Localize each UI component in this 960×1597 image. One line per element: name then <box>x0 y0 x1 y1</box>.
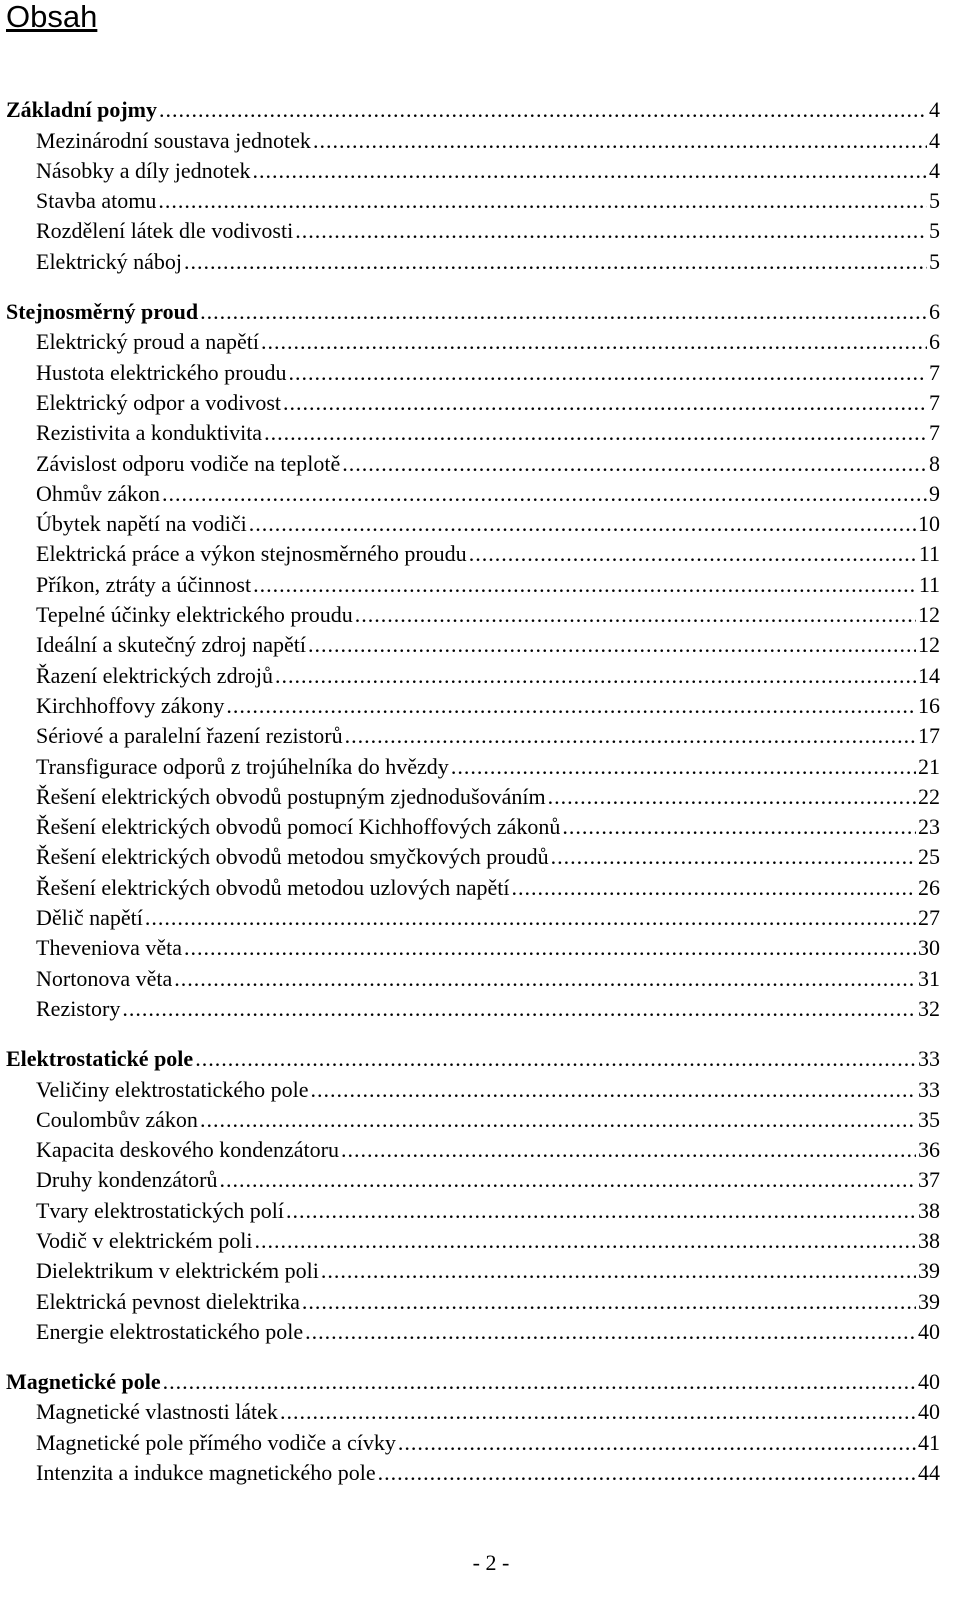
toc-subentry[interactable] <box>0 1133 940 1163</box>
dot-leader <box>122 996 916 1022</box>
toc-entry-page: 36 <box>918 1137 940 1163</box>
dot-leader <box>562 814 916 840</box>
toc-entry-page: 44 <box>918 1460 940 1486</box>
toc-entry-label: Druhy kondenzátorů <box>36 1167 218 1193</box>
dot-leader <box>310 1077 916 1103</box>
dot-leader <box>355 602 916 628</box>
toc-entry-page: 4 <box>929 157 940 183</box>
toc-chapter-entry[interactable] <box>0 1365 940 1395</box>
toc-entry-label: Elektrostatické pole <box>6 1046 194 1072</box>
dot-leader <box>255 1228 917 1254</box>
dot-leader <box>200 1107 916 1133</box>
dot-leader <box>162 481 927 507</box>
toc-entry-label: Magnetické pole přímého vodiče a cívky <box>36 1429 396 1455</box>
dot-leader <box>286 1198 916 1224</box>
toc-entry-page: 10 <box>918 511 940 537</box>
toc-subentry[interactable] <box>0 689 940 719</box>
toc-entry-page: 7 <box>929 389 940 415</box>
dot-leader <box>305 1319 916 1345</box>
toc-entry-label: Ohmův zákon <box>36 480 161 506</box>
toc-entry-page: 33 <box>918 1076 940 1102</box>
toc-entry-page: 23 <box>918 814 940 840</box>
toc-entry-page: 38 <box>918 1197 940 1223</box>
dot-leader <box>275 663 916 689</box>
toc-entry-label: Intenzita a indukce magnetického pole <box>36 1460 376 1486</box>
toc-entry-page: 21 <box>918 753 940 779</box>
toc-subentry[interactable] <box>0 931 940 961</box>
toc-entry-label: Rozdělení látek dle vodivosti <box>36 218 294 244</box>
toc-entry-page: 11 <box>918 541 940 567</box>
dot-leader <box>249 511 916 537</box>
dot-leader <box>159 97 927 123</box>
toc-entry-label: Rezistivita a konduktivita <box>36 420 263 446</box>
toc-entry-page: 11 <box>918 571 940 597</box>
toc-subentry[interactable] <box>0 1395 940 1425</box>
dot-leader <box>252 158 927 184</box>
toc-section <box>0 93 960 275</box>
toc-entry-label: Elektrická práce a výkon stejnosměrného proudu <box>36 541 467 567</box>
toc-subentry[interactable] <box>0 214 940 244</box>
toc-subentry[interactable] <box>0 355 940 385</box>
table-of-contents <box>0 93 960 1506</box>
toc-entry-label: Řazení elektrických zdrojů <box>36 662 274 688</box>
toc-entry-label: Kirchhoffovy zákony <box>36 692 225 718</box>
toc-entry-page: 39 <box>918 1258 940 1284</box>
toc-entry-label: Elektrický odpor a vodivost <box>36 389 282 415</box>
toc-entry-label: Tepelné účinky elektrického proudu <box>36 602 353 628</box>
toc-subentry[interactable] <box>0 719 940 749</box>
toc-subentry[interactable] <box>0 1456 940 1486</box>
toc-chapter-entry[interactable] <box>0 93 940 123</box>
toc-entry-label: Tvary elektrostatických polí <box>36 1197 285 1223</box>
dot-leader <box>551 844 916 870</box>
toc-entry-label: Ideální a skutečný zdroj napětí <box>36 632 307 658</box>
toc-subentry[interactable] <box>0 628 940 658</box>
dot-leader <box>280 1399 916 1425</box>
toc-subentry[interactable] <box>0 810 940 840</box>
toc-subentry[interactable] <box>0 1425 940 1455</box>
toc-subentry[interactable] <box>0 507 940 537</box>
toc-entry-page: 25 <box>918 844 940 870</box>
toc-chapter-entry[interactable] <box>0 1042 940 1072</box>
toc-entry-page: 40 <box>918 1318 940 1344</box>
toc-subentry[interactable] <box>0 901 940 931</box>
toc-subentry[interactable] <box>0 325 940 355</box>
toc-entry-page: 27 <box>918 905 940 931</box>
dot-leader <box>289 360 928 386</box>
dot-leader <box>253 572 917 598</box>
toc-entry-page: 40 <box>918 1399 940 1425</box>
toc-entry-page: 6 <box>929 329 940 355</box>
toc-entry-label: Dělič napětí <box>36 905 143 931</box>
toc-entry-page: 12 <box>918 602 940 628</box>
toc-entry-label: Dielektrikum v elektrickém poli <box>36 1258 319 1284</box>
page-title: Obsah <box>6 0 98 34</box>
toc-subentry[interactable] <box>0 184 940 214</box>
toc-entry-label: Elektrický náboj <box>36 248 183 274</box>
dot-leader <box>342 451 927 477</box>
dot-leader <box>261 329 927 355</box>
toc-entry-page: 41 <box>918 1429 940 1455</box>
toc-entry-label: Theveniova věta <box>36 935 182 961</box>
toc-subentry[interactable] <box>0 386 940 416</box>
toc-subentry[interactable] <box>0 244 940 274</box>
dot-leader <box>145 905 916 931</box>
dot-leader <box>469 541 917 567</box>
toc-entry-page: 9 <box>929 480 940 506</box>
dot-leader <box>163 1369 916 1395</box>
toc-entry-page: 8 <box>929 450 940 476</box>
dot-leader <box>184 935 916 961</box>
toc-entry-label: Kapacita deskového kondenzátoru <box>36 1137 339 1163</box>
dot-leader <box>345 723 916 749</box>
dot-leader <box>313 128 927 154</box>
toc-entry-label: Příkon, ztráty a účinnost <box>36 571 252 597</box>
dot-leader <box>158 188 927 214</box>
toc-section <box>0 295 960 1022</box>
toc-entry-label: Stavba atomu <box>36 188 157 214</box>
toc-entry-page: 7 <box>929 359 940 385</box>
dot-leader <box>184 249 927 275</box>
toc-entry-page: 33 <box>918 1046 940 1072</box>
toc-entry-page: 7 <box>929 420 940 446</box>
toc-section <box>0 1365 960 1486</box>
toc-entry-label: Transfigurace odporů z trojúhelníka do hvězdy <box>36 753 449 779</box>
dot-leader <box>200 299 927 325</box>
toc-entry-label: Elektrická pevnost dielektrika <box>36 1288 300 1314</box>
toc-entry-page: 4 <box>929 127 940 153</box>
toc-entry-label: Hustota elektrického proudu <box>36 359 287 385</box>
toc-subentry[interactable] <box>0 1163 940 1193</box>
dot-leader <box>548 784 916 810</box>
toc-subentry[interactable] <box>0 123 940 153</box>
toc-entry-page: 5 <box>929 248 940 274</box>
toc-entry-page: 5 <box>929 218 940 244</box>
toc-entry-page: 32 <box>918 995 940 1021</box>
toc-entry-page: 38 <box>918 1227 940 1253</box>
toc-subentry[interactable] <box>0 870 940 900</box>
toc-entry-label: Řešení elektrických obvodů metodou smyčkových proudů <box>36 844 549 870</box>
toc-entry-label: Závislost odporu vodiče na teplotě <box>36 450 341 476</box>
toc-entry-label: Magnetické vlastnosti látek <box>36 1399 278 1425</box>
toc-entry-page: 40 <box>918 1369 940 1395</box>
toc-entry-page: 4 <box>929 97 940 123</box>
toc-subentry[interactable] <box>0 1072 940 1102</box>
dot-leader <box>226 693 916 719</box>
toc-entry-label: Stejnosměrný proud <box>6 299 199 325</box>
toc-entry-label: Veličiny elektrostatického pole <box>36 1076 309 1102</box>
dot-leader <box>398 1430 916 1456</box>
toc-entry-page: 6 <box>929 299 940 325</box>
toc-entry-label: Úbytek napětí na vodiči <box>36 511 247 537</box>
toc-entry-label: Mezinárodní soustava jednotek <box>36 127 311 153</box>
toc-subentry[interactable] <box>0 154 940 184</box>
toc-entry-page: 39 <box>918 1288 940 1314</box>
toc-subentry[interactable] <box>0 780 940 810</box>
toc-subentry[interactable] <box>0 1284 940 1314</box>
toc-subentry[interactable] <box>0 992 940 1022</box>
toc-entry-page: 31 <box>918 965 940 991</box>
toc-entry-page: 16 <box>918 692 940 718</box>
dot-leader <box>295 218 927 244</box>
toc-entry-label: Coulombův zákon <box>36 1106 198 1132</box>
toc-subentry[interactable] <box>0 598 940 628</box>
toc-entry-label: Násobky a díly jednotek <box>36 157 251 183</box>
toc-entry-label: Rezistory <box>36 995 121 1021</box>
dot-leader <box>321 1258 916 1284</box>
toc-entry-page: 26 <box>918 874 940 900</box>
dot-leader <box>195 1046 916 1072</box>
toc-entry-page: 14 <box>918 662 940 688</box>
toc-entry-label: Základní pojmy <box>6 97 157 123</box>
toc-entry-label: Sériové a paralelní řazení rezistorů <box>36 723 343 749</box>
toc-subentry[interactable] <box>0 1224 940 1254</box>
toc-entry-label: Nortonova věta <box>36 965 173 991</box>
toc-entry-page: 17 <box>918 723 940 749</box>
toc-subentry[interactable] <box>0 416 940 446</box>
dot-leader <box>264 420 927 446</box>
toc-entry-label: Vodič v elektrickém poli <box>36 1227 253 1253</box>
toc-subentry[interactable] <box>0 1315 940 1345</box>
toc-entry-page: 30 <box>918 935 940 961</box>
dot-leader <box>511 875 916 901</box>
dot-leader <box>219 1167 916 1193</box>
toc-entry-label: Řešení elektrických obvodů postupným zjednodušováním <box>36 783 546 809</box>
toc-subentry[interactable] <box>0 446 940 476</box>
toc-section <box>0 1042 960 1345</box>
dot-leader <box>308 632 916 658</box>
toc-subentry[interactable] <box>0 658 940 688</box>
toc-subentry[interactable] <box>0 1254 940 1284</box>
dot-leader <box>378 1460 916 1486</box>
toc-subentry[interactable] <box>0 477 940 507</box>
toc-subentry[interactable] <box>0 1103 940 1133</box>
toc-subentry[interactable] <box>0 567 940 597</box>
toc-entry-page: 22 <box>918 783 940 809</box>
toc-subentry[interactable] <box>0 537 940 567</box>
toc-entry-label: Energie elektrostatického pole <box>36 1318 304 1344</box>
toc-entry-page: 5 <box>929 188 940 214</box>
toc-subentry[interactable] <box>0 961 940 991</box>
toc-entry-page: 37 <box>918 1167 940 1193</box>
toc-subentry[interactable] <box>0 749 940 779</box>
toc-entry-label: Elektrický proud a napětí <box>36 329 259 355</box>
toc-chapter-entry[interactable] <box>0 295 940 325</box>
page-number: - 2 - <box>472 1550 510 1575</box>
toc-entry-label: Řešení elektrických obvodů pomocí Kichhoffových zákonů <box>36 814 561 840</box>
dot-leader <box>451 754 916 780</box>
toc-entry-page: 12 <box>918 632 940 658</box>
toc-entry-label: Magnetické pole <box>6 1369 161 1395</box>
toc-entry-label: Řešení elektrických obvodů metodou uzlových napětí <box>36 874 510 900</box>
dot-leader <box>302 1289 916 1315</box>
dot-leader <box>341 1137 916 1163</box>
dot-leader <box>283 390 927 416</box>
toc-entry-page: 35 <box>918 1106 940 1132</box>
toc-subentry[interactable] <box>0 1193 940 1223</box>
dot-leader <box>174 966 916 992</box>
toc-subentry[interactable] <box>0 840 940 870</box>
